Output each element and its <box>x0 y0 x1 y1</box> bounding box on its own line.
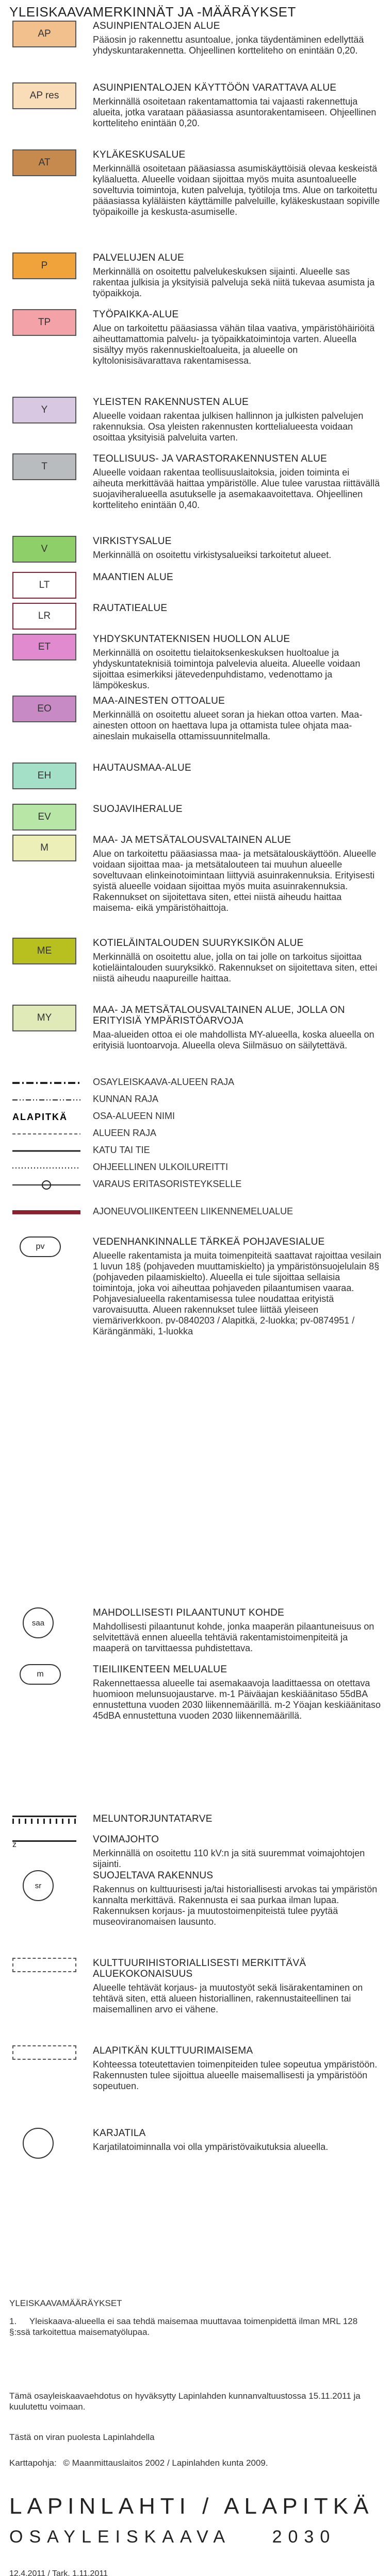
place-name: LAPINLAHTI / ALAPITKÄ <box>9 2494 374 2519</box>
legend-swatch: Y <box>12 397 76 423</box>
kulttuurihistoriallinen-icon <box>12 1958 76 1972</box>
liikennemelu-icon <box>10 1206 83 1218</box>
regulation-number: 1. <box>9 2316 17 2326</box>
legend-swatch: LR <box>12 603 76 630</box>
legend-description <box>93 397 382 447</box>
special-description <box>93 1958 382 2019</box>
plan-year: 2030 <box>272 2527 336 2547</box>
legend-text: Merkinnällä on osoitettu palvelukeskuksen sijainti. Alueelle sas rakentaa julkisia ja yksityisiä palveluja sekä niitä tukevaa asumista ja työpaikkoja. <box>93 266 375 298</box>
legend-text: Merkinnällä on osoitettu tielaitoksenkeskuksen huoltoalue ja yhdyskuntateknisiä toimintoja palvelevia alueita. Alueelle voidaan sijoittaa esimerkiksi jätevedenpuhdistamo, vedenottamo ja lämpökeskus. <box>93 648 361 690</box>
legend-text: Merkinnällä on osoitettu alue, jolla on tai jolle on tarkoitus sijoittaa kotieläintalouden suuryksikkö. Rakennukset on sijoitettava siten, ettei niistä aiheudu naapureille haittaa. <box>93 952 378 984</box>
regulation-1 <box>9 2316 381 2337</box>
line-legend-label: AJONEUVOLIIKENTEEN LIIKENNEMELUALUE <box>93 1206 293 1216</box>
legend-heading: MAA- JA METSÄTALOUSVALTAINEN ALUE <box>93 835 291 845</box>
ulkoilureitti-icon <box>10 1162 83 1174</box>
legend-swatch: M <box>12 835 76 861</box>
legend-heading: MAANTIEN ALUE <box>93 572 173 583</box>
special-heading: VEDENHANKINNALLE TÄRKEÄ POHJAVESIALUE <box>93 1236 325 1247</box>
legend-swatch: EO <box>12 696 76 722</box>
legend-text: Alue on tarkoitettu pääasiassa maa- ja metsätalouskäyttöön. Alueelle voidaan sijoittaa maa- ja metsätalouteen tai muuhun alueelle soveltuvaan elinkeinotoimintaan liittyviä asuinrakennuksia. Erityisesti syistä alueelle voidaan sijoittaa myös muita asuinrakennuksia. Rakennukset on sijoitettava siten, ettei niistä aiheudu haittaa maisema- eikä ympäristöhaittoja. <box>93 849 377 913</box>
legend-swatch: EV <box>12 804 76 831</box>
legend-description <box>93 938 382 988</box>
legend-heading: MAA- JA METSÄTALOUSVALTAINEN ALUE, JOLLA ON ERITYISIÄ YMPÄRISTÖARVOJA <box>93 1005 345 1026</box>
legend-heading: YLEISTEN RAKENNUSTEN ALUE <box>93 397 249 408</box>
special-heading: ALAPITKÄN KULTTUURIMAISEMA <box>93 2045 253 2056</box>
legend-description <box>93 149 382 222</box>
map-source-text: © Maanmittauslaitos 2002 / Lapinlahden kunta 2009. <box>63 2458 268 2468</box>
special-description <box>93 1814 382 1827</box>
legend-text: Alueelle voidaan rakentaa julkisen hallinnon ja julkisten palvelujen rakennuksia. Osa yleisten rakennusten korttelialueesta voidaan osoittaa yksityisiä palveluita varten. <box>93 411 364 443</box>
special-description <box>93 1607 382 1658</box>
legend-description <box>93 835 382 918</box>
area-name-sample: ALAPITKÄ <box>12 1112 68 1122</box>
legend-swatch: P <box>12 252 76 279</box>
approval-note: Tämä osayleiskaavaehdotus on hyväksytty Lapinlahden kunnanvaltuustossa 15.11.2011 ja kuulutettu voimaan. <box>9 2391 361 2412</box>
legend-heading: RAUTATIEALUE <box>93 603 168 614</box>
special-text: Karjatilatoiminnalla voi olla ympäristövaikutuksia alueella. <box>93 2142 329 2152</box>
special-text: Alueelle rakentamista ja muita toimenpiteitä saattavat rajoittaa vesilain 1 luvun 18§ (pohjaveden muuttamiskielto) ja ympäristönsuojelulain 8§ (pohjaveden pilaamiskielto). Alueella ei tule sijoittaa sellaisia toimintoja, joka voi aiheuttaa pohjaveden pilaantumisen vaaraa. Pohjavesialueella rakentamisessa tulee noudattaa erityistä varovaisuutta. Alueen rakennukset tulee liittää yleiseen viemäriverkkoon. pv-0840203 / Alapitkä, 2-luokka; pv-0874951 / Kärängänmäki, 1-luokka <box>93 1250 382 1336</box>
special-heading: KARJATILA <box>93 2128 146 2139</box>
legend-swatch: AT <box>12 149 76 176</box>
legend-heading: VIRKISTYSALUE <box>93 536 172 547</box>
legend-swatch: MY <box>12 1005 76 1031</box>
legend-heading: TYÖPAIKKA-ALUE <box>93 309 179 320</box>
legend-swatch: AP res <box>12 82 76 109</box>
special-description <box>93 1236 382 1341</box>
legend-description <box>93 21 382 60</box>
map-label: Karttapohja: <box>9 2458 57 2468</box>
legend-text: Merkinnällä on osoitettu alueet soran ja hiekan ottoa varten. Maa-ainesten ottoon on haettava lupa ja ottamista tulee ohjata maa-aineslain mukaisella ottamissuunnitelmalla. <box>93 709 363 741</box>
legend-heading: PALVELUJEN ALUE <box>93 252 184 263</box>
legend-description <box>93 572 382 586</box>
osa-alueen-raja-icon <box>10 1077 83 1089</box>
legend-heading: KOTIELÄINTALOUDEN SUURYKSIKÖN ALUE <box>93 938 304 948</box>
alueen-raja-icon <box>10 1128 83 1140</box>
legend-description <box>93 804 382 818</box>
varaus-icon <box>10 1179 83 1191</box>
legend-description <box>93 762 382 776</box>
legend-swatch: TP <box>12 309 76 336</box>
line-legend-label: OSA-ALUEEN NIMI <box>93 1111 175 1121</box>
special-description <box>93 2045 382 2096</box>
special-heading: VOIMAJOHTO <box>93 1834 159 1845</box>
osa-alueen-nimi-icon <box>10 1111 83 1123</box>
legend-heading: KYLÄKESKUSALUE <box>93 149 186 160</box>
plan-date: 12.4.2011 / Tark. 1.11.2011 <box>9 2569 108 2576</box>
special-description <box>93 2128 382 2157</box>
legend-description <box>93 252 382 303</box>
line-legend-label: VARAUS ERITASORISTEYKSELLE <box>93 1179 242 1189</box>
special-heading: SUOJELTAVA RAKENNUS <box>93 1870 214 1881</box>
line-legend-label: ALUEEN RAJA <box>93 1128 157 1138</box>
special-description <box>93 1834 382 1874</box>
legend-description <box>93 536 382 565</box>
special-heading: MELUNTORJUNTATARVE <box>93 1814 213 1824</box>
kunnan-raja-icon <box>10 1094 83 1106</box>
plan-title: OSAYLEISKAAVA <box>9 2527 231 2547</box>
legend-swatch: ME <box>12 938 76 964</box>
sr-icon: sr <box>23 1870 54 1901</box>
saa-icon: saa <box>23 1607 54 1638</box>
legend-heading: SUOJAVIHERALUE <box>93 804 183 815</box>
legend-text: Alue on tarkoitettu pääasiassa vähän tilaa vaativa, ympäristöhäiriöitä aiheuttamattomia palvelu- ja työpaikkatoimintoja varten. Alueella sisältyy myös rakennuskieltoalueita, ja alueelle on kyltolonisisävarattava rakentamisessa. <box>93 323 375 366</box>
legend-text: Merkinnällä on osoitettu virkistysalueiksi tarkoitetut alueet. <box>93 550 332 560</box>
meluntorjunta-icon <box>12 1816 76 1824</box>
special-text: Alueelle tehtävät korjaus- ja muutostyöt sekä lisärakentaminen on tehtävä siten, että alueen historiallinen, rakennustaiteellinen tai maisemallinen arvo ei vähene. <box>93 1982 363 2014</box>
legend-description <box>93 634 382 695</box>
legend-text: Alueelle voidaan rakentaa teollisuuslaitoksia, joiden toiminta ei aiheuta merkittävää haittaa ympäristölle. Alue tulee varustaa riittävällä suojaviheralueella asutukselle ja asemakaavoitettava. Ohjeellinen kortteliteho enintään 0,40. <box>93 467 380 510</box>
special-text: Kohteessa toteutettavien toimenpiteiden tulee sopeutua ympäristöön. Rakennusten tulee sijoittua alueelle maisemallisesti ja ympäristöön sopeutuen. <box>93 2059 378 2091</box>
regulation-text: Yleiskaava-alueella ei saa tehdä maisemaa muuttavaa toimenpidettä ilman MRL 128 §:ssä tarkoitettua maisematyölupaa. <box>9 2316 358 2337</box>
legend-text: Pääosin jo rakennettu asuntoalue, jonka täydentäminen edellyttää yhdyskuntarakennetta. Ohjeellinen kortteliteho on enintään 0,20. <box>93 35 364 56</box>
legend-description <box>93 696 382 746</box>
special-text: Rakennettaessa alueelle tai asemakaavoja laadittaessa on otettava huomioon melunsuojaustarve. m-1 Päiväajan keskiäänitaso 55dBA ennustettuna vuoden 2030 liikennemäärillä. m-2 Yöajan keskiäänitaso 45dBA ennustettuna vuoden 2030 liikennemäärillä. <box>93 1678 381 1721</box>
special-description <box>93 1870 382 1931</box>
special-description <box>93 1664 382 1725</box>
melualue-icon: m <box>20 1664 61 1685</box>
legend-heading: YHDYSKUNTATEKNISEN HUOLLON ALUE <box>93 634 290 645</box>
special-text: Rakennus on kulttuurisesti ja/tai historiallisesti arvokas tai ympäristön kannalta merkittävä. Rakennusta ei saa purkaa ilman lupaa. Rakennuksen korjaus- ja muutostoimenpiteistä tulee pyytää museoviranomaisen lausunto. <box>93 1884 378 1927</box>
page-title: YLEISKAAVAMERKINNÄT JA -MÄÄRÄYKSET <box>9 4 296 20</box>
legend-swatch: T <box>12 453 76 480</box>
legend-swatch: ET <box>12 634 76 660</box>
regulations-heading: YLEISKAAVAMÄÄRÄYKSET <box>9 2298 122 2308</box>
legend-swatch: LT <box>12 572 76 599</box>
line-legend-label: KUNNAN RAJA <box>93 1094 159 1104</box>
plan-name <box>9 2527 336 2547</box>
legend-heading: MAA-AINESTEN OTTOALUE <box>93 696 225 706</box>
signature-label: Tästä on viran puolesta Lapinlahdella <box>9 2432 155 2442</box>
legend-description <box>93 1005 382 1055</box>
line-legend-label: KATU TAI TIE <box>93 1145 150 1155</box>
special-text: Merkinnällä on osoitettu 110 kV:n ja sitä suuremmat voimajohtojen sijainti. <box>93 1848 365 1869</box>
karjatila-icon <box>23 2128 54 2159</box>
legend-description <box>93 453 382 515</box>
legend-swatch: EH <box>12 762 76 789</box>
map-source <box>9 2458 381 2468</box>
legend-text: Merkinnällä osoitetaan pääasiassa asumiskäyttöisiä olevaa keskeistä kyläaluetta. Alueelle voidaan sijoittaa myös muita asuntoalueelle soveltuvia toimintoja, kuten palveluja, työtiloja tms. Alue on tarkoitettu pääasiassa kyläläisten käyttämille palveluille, kyläkeskustaan sopiville työpaikoille ja keskusta-asumiselle. <box>93 163 380 217</box>
line-legend-label: OSAYLEISKAAVA-ALUEEN RAJA <box>93 1077 235 1087</box>
legend-description <box>93 82 382 133</box>
legend-heading: TEOLLISUUS- JA VARASTORAKENNUSTEN ALUE <box>93 453 328 464</box>
special-heading: MAHDOLLISESTI PILAANTUNUT KOHDE <box>93 1607 285 1618</box>
legend-swatch: AP <box>12 21 76 47</box>
legend-description <box>93 603 382 617</box>
special-heading: KULTTUURIHISTORIALLISESTI MERKITTÄVÄ ALUEKOKONAISUUS <box>93 1958 306 1979</box>
legend-heading: ASUINPIENTALOJEN ALUE <box>93 21 220 31</box>
alapitkan-kulttuurimaisema-icon <box>12 2045 76 2060</box>
special-text: Mahdollisesti pilaantunut kohde, jonka maaperän pilaantuneisuus on selvitettävä ennen alueella tehtäviä rakentamistoimenpiteitä ja maaperä on tarvittaessa puhdistettava. <box>93 1621 374 1653</box>
special-heading: TIEILIIKENTEEN MELUALUE <box>93 1664 227 1675</box>
legend-text: Merkinnällä osoitetaan rakentamattomia tai vajaasti rakennettuja alueita, jotka varataan pääasiassa asuntorakentamiseen. Ohjeellinen kortteliteho enintään 0,20. <box>93 96 377 128</box>
legend-heading: ASUINPIENTALOJEN KÄYTTÖÖN VARATTAVA ALUE <box>93 82 337 93</box>
pohjavesi-icon: pv <box>20 1236 61 1257</box>
katu-icon <box>10 1145 83 1157</box>
legend-swatch: V <box>12 536 76 563</box>
legend-text: Maa-alueiden ottoa ei ole mahdollista MY-alueella, koska alueella on erityisiä luontoarvoja. Alueella oleva Siilmäsuo on säilytettävä. <box>93 1029 374 1050</box>
legend-heading: HAUTAUSMAA-ALUE <box>93 762 192 773</box>
legend-description <box>93 309 382 370</box>
line-legend-label: OHJEELLINEN ULKOILUREITTI <box>93 1162 228 1172</box>
voimajohto-icon: z <box>12 1840 76 1842</box>
